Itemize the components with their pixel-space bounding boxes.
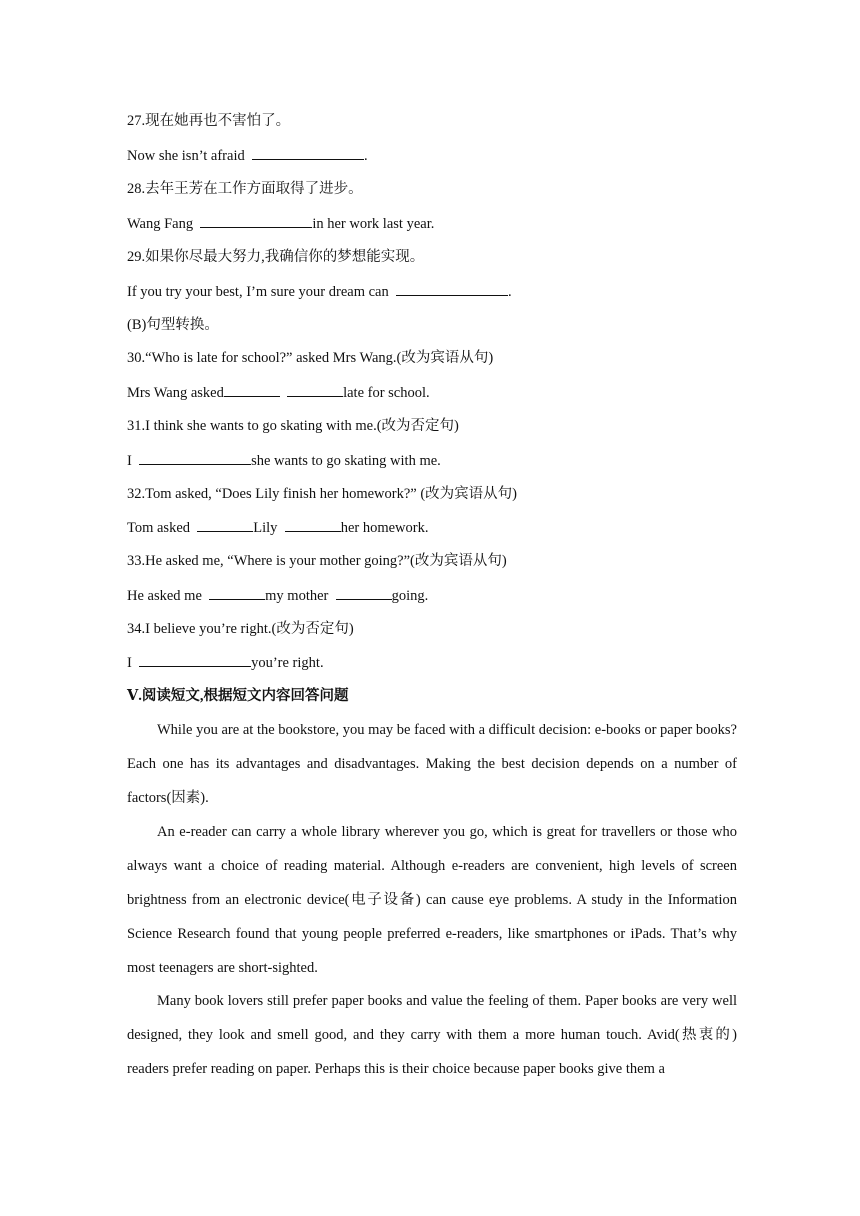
q30-text-after: late for school. [343, 385, 430, 401]
question-33-answer-line [127, 585, 428, 606]
q32-blank-2[interactable] [285, 517, 341, 532]
section-b-title: (B)句型转换。 [127, 317, 219, 333]
reading-paragraph-1: While you are at the bookstore, you may be faced with a difficult decision: e-books or paper books? Each one has its advantages and disadvantages. Making the best decision depends on a number of factors(因素). [127, 722, 737, 806]
question-29-answer-line [127, 281, 512, 302]
q33-text-before: He asked me [127, 588, 202, 604]
question-32-answer-line [127, 517, 428, 538]
q32-text-before: Tom asked [127, 520, 191, 536]
question-28-answer-line [127, 213, 434, 234]
question-34-prompt: 34.I believe you’re right.(改为否定句) [127, 621, 354, 637]
q30-blank-1[interactable] [224, 382, 280, 397]
q30-blank-2[interactable] [287, 382, 343, 397]
question-27-answer-line [127, 145, 368, 166]
question-31-answer-line [127, 450, 441, 471]
q29-text-after: . [507, 284, 512, 300]
q32-text-after: her homework. [340, 520, 429, 536]
q32-blank-1[interactable] [197, 517, 253, 532]
q34-text-before: I [127, 655, 132, 671]
question-31-prompt: 31.I think she wants to go skating with me.(改为否定句) [127, 418, 459, 434]
q32-text-mid: Lily [253, 520, 278, 536]
question-29-prompt: 29.如果你尽最大努力,我确信你的梦想能实现。 [127, 249, 425, 265]
q34-blank[interactable] [139, 652, 251, 667]
q27-text-before: Now she isn’t afraid [127, 148, 245, 164]
question-30-prompt: 30.“Who is late for school?” asked Mrs Wang.(改为宾语从句) [127, 350, 494, 366]
q30-text-before: Mrs Wang asked [127, 385, 224, 401]
reading-paragraph-3: Many book lovers still prefer paper books and value the feeling of them. Paper books are very well designed, they look and smell good, and they carry with them a more human touch. Avid(热衷的) readers prefer reading on paper. Perhaps this is their choice because paper books give them a [127, 993, 737, 1077]
q31-text-after: she wants to go skating with me. [251, 453, 441, 469]
question-30-answer-line [127, 382, 430, 403]
q33-blank-1[interactable] [209, 585, 265, 600]
q27-blank[interactable] [252, 145, 364, 160]
question-27-prompt: 27.现在她再也不害怕了。 [127, 113, 291, 129]
q29-text-before: If you try your best, I’m sure your dream can [127, 284, 389, 300]
q27-text-after: . [363, 148, 368, 164]
question-33-prompt: 33.He asked me, “Where is your mother going?”(改为宾语从句) [127, 553, 507, 569]
question-32-prompt: 32.Tom asked, “Does Lily finish her homework?” (改为宾语从句) [127, 486, 517, 502]
q29-blank[interactable] [396, 281, 508, 296]
q28-text-after: in her work last year. [312, 216, 435, 232]
question-28-prompt: 28.去年王芳在工作方面取得了进步。 [127, 181, 363, 197]
reading-paragraph-2: An e-reader can carry a whole library wherever you go, which is great for travellers or those who always want a choice of reading material. Although e-readers are convenient, high levels of screen brightness from an electronic device(电子设备) can cause eye problems. A study in the Information Science Research found that young people preferred e-readers, like smartphones or iPads. That’s why most teenagers are short-sighted. [127, 824, 737, 976]
q33-text-after: going. [391, 588, 429, 604]
q33-text-mid: my mother [265, 588, 329, 604]
q28-text-before: Wang Fang [127, 216, 194, 232]
section-v-title: Ⅴ.阅读短文,根据短文内容回答问题 [127, 688, 349, 704]
q33-blank-2[interactable] [336, 585, 392, 600]
q31-blank[interactable] [139, 450, 251, 465]
q34-text-after: you’re right. [251, 655, 324, 671]
q31-text-before: I [127, 453, 132, 469]
q28-blank[interactable] [200, 213, 312, 228]
question-34-answer-line [127, 652, 324, 673]
